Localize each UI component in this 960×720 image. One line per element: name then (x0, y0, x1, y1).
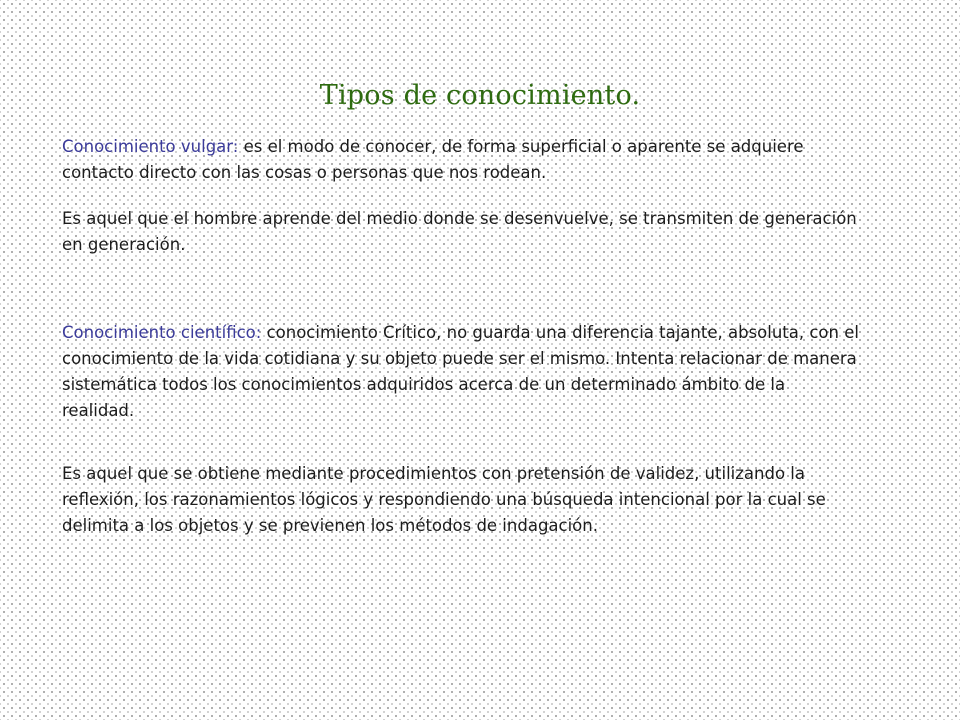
scientific-knowledge-extra: Es aquel que se obtiene mediante procedimientos con pretensión de validez, utilizando la reflexión, los razonamientos lógicos y respondiendo una búsqueda intencional por la cual se delimita a los objetos y se previenen los métodos de indagación. (62, 464, 826, 535)
scientific-knowledge-text: conocimiento Crítico, no guarda una diferencia tajante, absoluta, con el conocimiento de la vida cotidiana y su objeto puede ser el mismo. Intenta relacionar de manera sistemática todos los conocimientos adquiridos acerca de un determinado ámbito de la realidad. (62, 323, 859, 420)
vulgar-knowledge-extra: Es aquel que el hombre aprende del medio donde se desenvuelve, se transmiten de generación en generación. (62, 209, 857, 254)
vulgar-knowledge-text: es el modo de conocer, de forma superficial o aparente se adquiere contacto directo con las cosas o personas que nos rodean. (62, 137, 804, 182)
slide-title: Tipos de conocimiento. (319, 80, 641, 111)
scientific-knowledge-definition (62, 320, 862, 424)
vulgar-knowledge-term: Conocimiento vulgar: (62, 137, 239, 156)
scientific-knowledge-term: Conocimiento científico: (62, 323, 262, 342)
vulgar-knowledge-definition (62, 134, 862, 186)
